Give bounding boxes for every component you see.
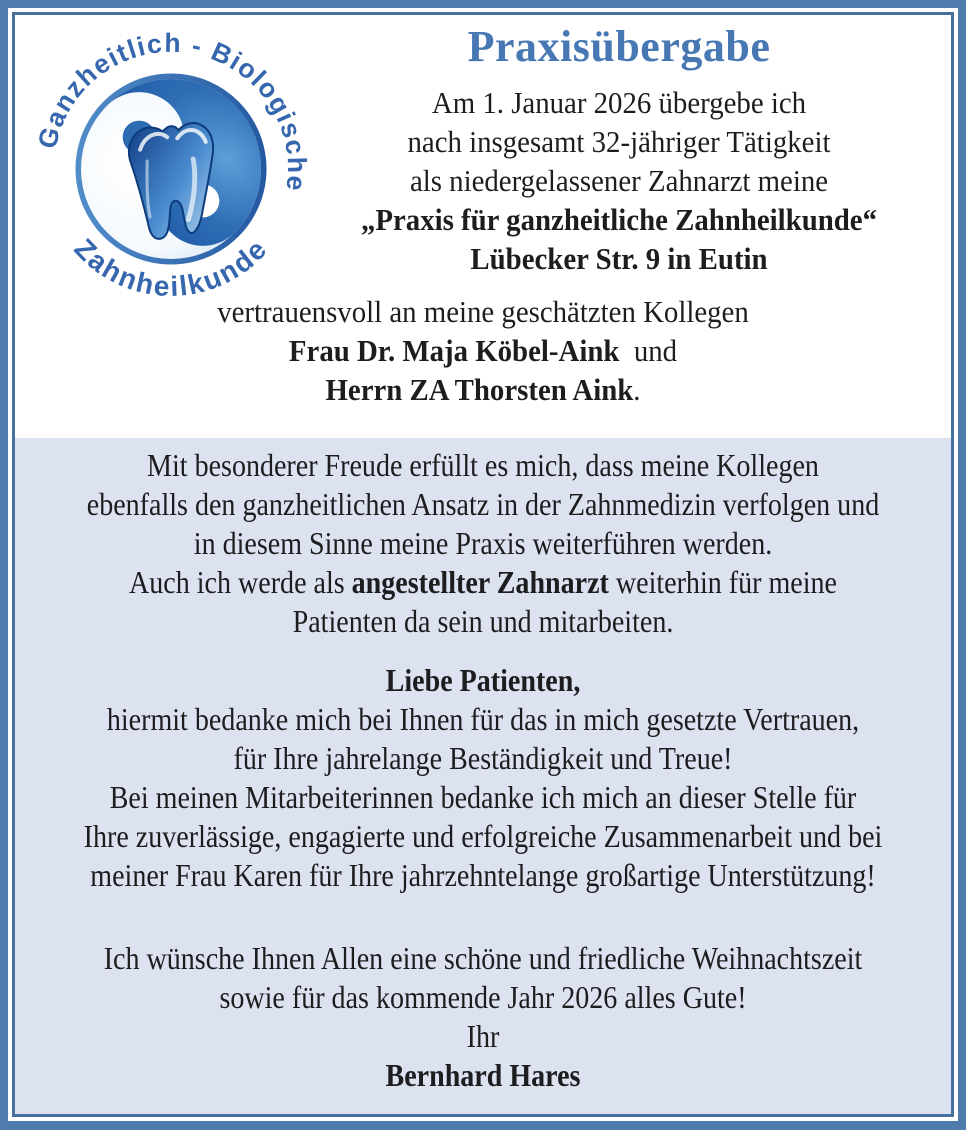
text-segment: hiermit bedanke mich bei Ihnen für das in mich gesetzte Vertrauen, (106, 702, 860, 737)
intro-column (287, 15, 951, 278)
header-section (15, 15, 951, 438)
text-segment: . (633, 372, 641, 407)
text-segment: Lübecker Str. 9 in Eutin (470, 241, 768, 276)
text-line (310, 200, 928, 239)
text-segment: „Praxis für ganzheitliche Zahnheilkunde“ (360, 202, 878, 237)
handover-section (15, 292, 951, 409)
closing-paragraph (15, 939, 951, 1095)
text-line (66, 700, 899, 739)
text-line (66, 1017, 899, 1056)
text-line (66, 602, 899, 641)
text-segment: als niedergelassener Zahnarzt meine (409, 163, 829, 198)
text-line (310, 122, 928, 161)
text-line (66, 661, 899, 700)
text-segment: nach insgesamt 32-jähriger Tätigkeit (407, 124, 831, 159)
text-segment: Ich wünsche Ihnen Allen eine schöne und friedliche Weihnachtszeit (103, 941, 863, 976)
text-line (310, 83, 928, 122)
text-segment: vertrauensvoll an meine geschätzten Kollegen (217, 294, 749, 329)
patients-paragraph (15, 661, 951, 895)
text-segment: ebenfalls den ganzheitlichen Ansatz in der Zahnmedizin verfolgen und (86, 487, 880, 522)
text-segment: Bernhard Hares (385, 1058, 581, 1093)
message-panel (15, 438, 951, 1114)
practice-logo (19, 21, 319, 321)
text-line (66, 485, 899, 524)
text-segment: Bei meinen Mitarbeiterinnen bedanke ich mich an dieser Stelle für (109, 780, 857, 815)
logo-arc-top-label: Ganzheitlich - Biologische (31, 27, 313, 194)
text-segment: in diesem Sinne meine Praxis weiterführen werden. (193, 526, 773, 561)
text-line (66, 939, 899, 978)
text-segment: für Ihre jahrelange Beständigkeit und Treue! (233, 741, 733, 776)
text-segment: Herrn ZA Thorsten Aink (325, 372, 634, 407)
text-line (48, 292, 918, 331)
text-line (66, 524, 899, 563)
text-line (66, 778, 899, 817)
border-gap (8, 8, 958, 1121)
text-line (310, 161, 928, 200)
text-segment: meiner Frau Karen für Ihre jahrzehntelange großartige Unterstützung! (90, 858, 876, 893)
content-frame (12, 12, 954, 1117)
text-segment: Liebe Patienten, (385, 663, 581, 698)
text-segment: weiterhin für meine (608, 565, 837, 600)
page-title: Praxisübergabe (467, 22, 771, 71)
text-line (310, 239, 928, 278)
text-segment: Mit besonderer Freude erfüllt es mich, dass meine Kollegen (147, 448, 819, 483)
text-segment: Patienten da sein und mitarbeiten. (292, 604, 674, 639)
text-segment: Ihre zuverlässige, engagierte und erfolgreiche Zusammenarbeit und bei (83, 819, 883, 854)
text-line (66, 856, 899, 895)
text-segment: sowie für das kommende Jahr 2026 alles Gute! (219, 980, 747, 1015)
text-line (66, 739, 899, 778)
text-line (66, 978, 899, 1017)
signature-line (66, 1056, 899, 1095)
text-segment: Ihr (466, 1019, 500, 1054)
text-segment: und (619, 333, 678, 368)
joy-paragraph (15, 446, 951, 641)
text-segment: Frau Dr. Maja Köbel-Aink (288, 333, 620, 368)
text-line (66, 563, 899, 602)
text-line (48, 331, 918, 370)
text-segment: Auch ich werde als (129, 565, 352, 600)
text-segment: angestellter Zahnarzt (351, 565, 609, 600)
text-segment: Am 1. Januar 2026 übergebe ich (431, 85, 807, 120)
logo-arc-bottom-label: Zahnheilkunde (68, 232, 274, 303)
text-line (66, 817, 899, 856)
text-line (48, 370, 918, 409)
text-line (66, 446, 899, 485)
